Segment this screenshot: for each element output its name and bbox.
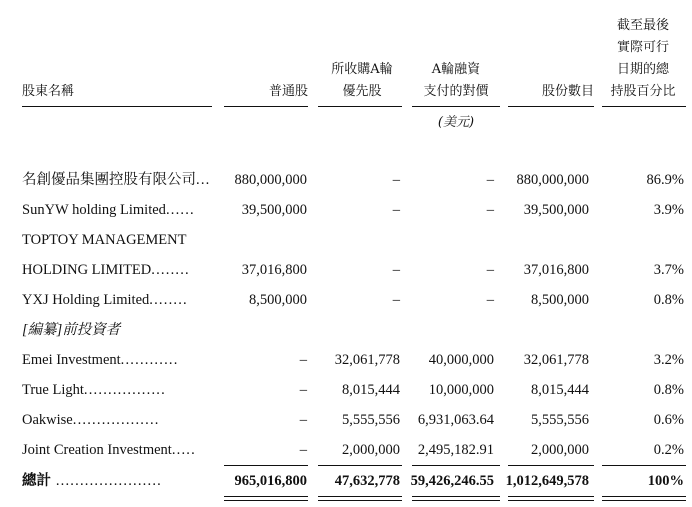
ordinary-value: 39,500,000 bbox=[241, 202, 307, 218]
percent-value: 3.7% bbox=[653, 262, 684, 278]
header-preferred: 所收購A輪 優先股 bbox=[331, 62, 393, 99]
header-rule-percent bbox=[602, 106, 686, 107]
total-percent: 100% bbox=[647, 473, 684, 489]
total-consideration: 59,426,246.55 bbox=[410, 473, 494, 489]
preferred-value: 8,015,444 bbox=[342, 382, 400, 398]
percent-value: 3.9% bbox=[653, 202, 684, 218]
shares-value: 880,000,000 bbox=[516, 172, 589, 188]
consideration-value: 10,000,000 bbox=[428, 382, 494, 398]
total-ordinary: 965,016,800 bbox=[234, 473, 307, 489]
percent-value: 0.2% bbox=[653, 442, 684, 458]
total-double-rule-ordinary bbox=[224, 496, 308, 501]
total-double-rule-consideration bbox=[412, 496, 500, 501]
row-name: TOPTOY MANAGEMENT bbox=[22, 232, 187, 248]
shares-value: 8,015,444 bbox=[531, 382, 589, 398]
total-double-rule-percent bbox=[602, 496, 686, 501]
shares-value: 5,555,556 bbox=[531, 412, 589, 428]
header-rule-ordinary bbox=[224, 106, 308, 107]
ordinary-value: 37,016,800 bbox=[241, 262, 307, 278]
table-row bbox=[0, 225, 692, 255]
header-shares: 股份數目 bbox=[541, 84, 594, 99]
ordinary-value: 880,000,000 bbox=[234, 172, 307, 188]
header-percent: 截至最後 實際可行 日期的總 持股百分比 bbox=[610, 18, 676, 99]
preferred-value: – bbox=[392, 262, 400, 278]
preferred-value: – bbox=[392, 202, 400, 218]
row-name: HOLDING LIMITED........ bbox=[22, 262, 190, 278]
row-name: 名創優品集團控股有限公司... bbox=[22, 172, 211, 188]
preferred-value: – bbox=[392, 172, 400, 188]
row-name: True Light................. bbox=[22, 382, 166, 398]
header-consideration: A輪融資 支付的對價 bbox=[423, 62, 489, 99]
consideration-value: 6,931,063.64 bbox=[417, 412, 494, 428]
row-name: Emei Investment............ bbox=[22, 352, 179, 368]
table-row bbox=[0, 435, 692, 465]
ordinary-value: – bbox=[299, 412, 307, 428]
row-name: YXJ Holding Limited........ bbox=[22, 292, 188, 308]
total-row bbox=[0, 466, 692, 496]
table-row bbox=[0, 255, 692, 285]
table-row bbox=[0, 375, 692, 405]
table-row bbox=[0, 315, 692, 345]
preferred-value: 2,000,000 bbox=[342, 442, 400, 458]
header-shareholder: 股東名稱 bbox=[22, 84, 75, 99]
shares-value: 32,061,778 bbox=[523, 352, 589, 368]
preferred-value: 32,061,778 bbox=[334, 352, 400, 368]
consideration-value: 40,000,000 bbox=[428, 352, 494, 368]
shares-value: 8,500,000 bbox=[531, 292, 589, 308]
header-rule-preferred bbox=[318, 106, 402, 107]
shares-value: 37,016,800 bbox=[523, 262, 589, 278]
preferred-value: – bbox=[392, 292, 400, 308]
ordinary-value: – bbox=[299, 352, 307, 368]
total-label: 總計 ...................... bbox=[22, 473, 162, 489]
percent-value: 0.6% bbox=[653, 412, 684, 428]
consideration-value: – bbox=[486, 292, 494, 308]
row-name: SunYW holding Limited...... bbox=[22, 202, 195, 218]
percent-value: 3.2% bbox=[653, 352, 684, 368]
table-row bbox=[0, 405, 692, 435]
currency-unit: (美元) bbox=[437, 115, 475, 130]
ordinary-value: 8,500,000 bbox=[249, 292, 307, 308]
percent-value: 86.9% bbox=[646, 172, 684, 188]
header-rule-consideration bbox=[412, 106, 500, 107]
section-heading: [編纂]前投資者 bbox=[22, 322, 121, 338]
total-shares: 1,012,649,578 bbox=[505, 473, 589, 489]
table-row bbox=[0, 285, 692, 315]
consideration-value: 2,495,182.91 bbox=[417, 442, 494, 458]
row-name: Joint Creation Investment..... bbox=[22, 442, 196, 458]
header-rule-shareholder bbox=[22, 106, 212, 107]
total-double-rule-shares bbox=[508, 496, 594, 501]
consideration-value: – bbox=[486, 262, 494, 278]
consideration-value: – bbox=[486, 172, 494, 188]
percent-value: 0.8% bbox=[653, 382, 684, 398]
header-rule-shares bbox=[508, 106, 594, 107]
shares-value: 2,000,000 bbox=[531, 442, 589, 458]
table-row bbox=[0, 195, 692, 225]
total-double-rule-preferred bbox=[318, 496, 402, 501]
consideration-value: – bbox=[486, 202, 494, 218]
ordinary-value: – bbox=[299, 382, 307, 398]
total-preferred: 47,632,778 bbox=[334, 473, 400, 489]
table-row bbox=[0, 165, 692, 195]
shares-value: 39,500,000 bbox=[523, 202, 589, 218]
table-row bbox=[0, 345, 692, 375]
preferred-value: 5,555,556 bbox=[342, 412, 400, 428]
row-name: Oakwise.................. bbox=[22, 412, 160, 428]
percent-value: 0.8% bbox=[653, 292, 684, 308]
header-ordinary: 普通股 bbox=[268, 84, 308, 99]
ordinary-value: – bbox=[299, 442, 307, 458]
